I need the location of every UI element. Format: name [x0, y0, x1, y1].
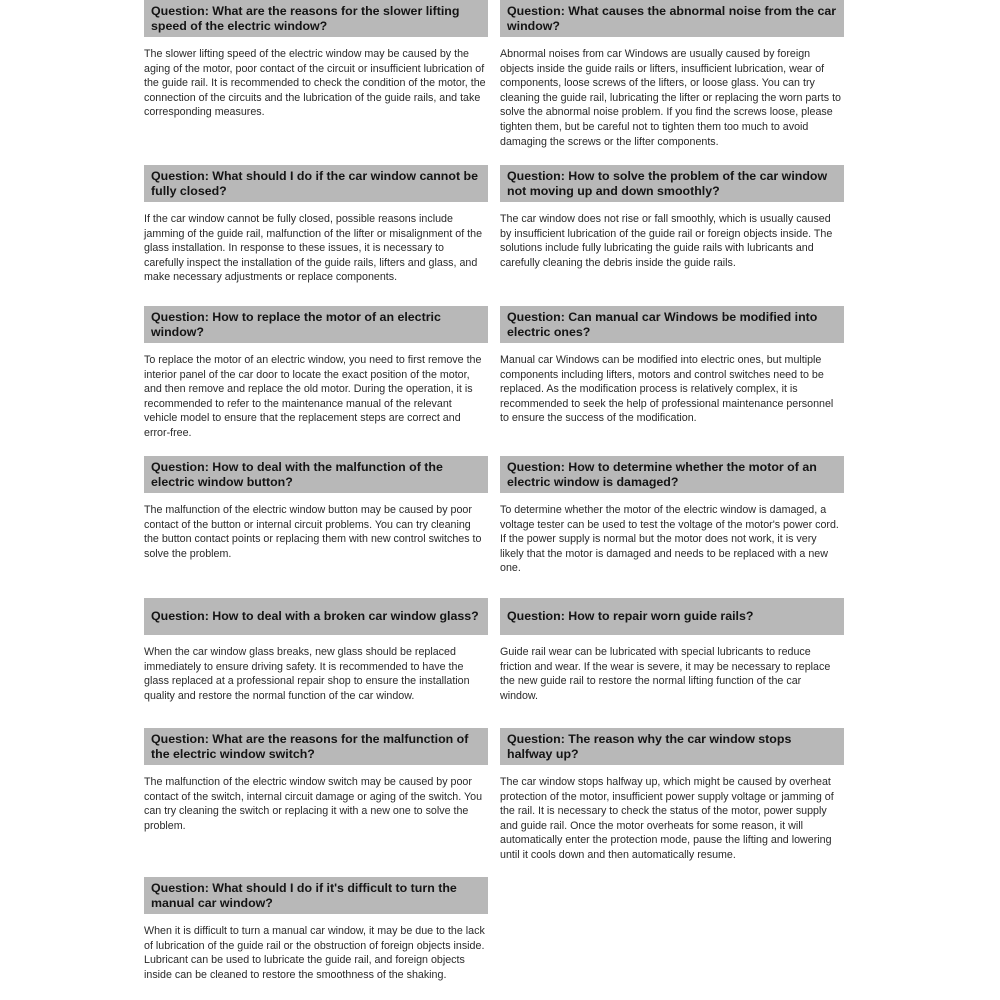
faq-answer: The malfunction of the electric window button may be caused by poor contact of the button or internal circuit problems. You can try cleaning the button contact points or replacing them with new control switches to solve the problem. [144, 504, 482, 560]
faq-item [144, 598, 488, 703]
faq-item [500, 456, 844, 576]
faq-question: Question: What causes the abnormal noise from the car window? [500, 0, 844, 37]
faq-answer: The slower lifting speed of the electric window may be caused by the aging of the motor, poor contact of the circuit or insufficient lubrication of the guide rail. It is recommended to check the condition of the motor, the connection of the circuits and the lubrication of the guide rails, and take corresponding measures. [144, 48, 486, 119]
faq-item [500, 0, 844, 149]
faq-question: Question: What are the reasons for the malfunction of the electric window switch? [144, 728, 488, 765]
faq-question: Question: What should I do if the car window cannot be fully closed? [144, 165, 488, 202]
faq-answer: The malfunction of the electric window switch may be caused by poor contact of the switch, internal circuit damage or aging of the switch. You can try cleaning the switch or replacing it with a new one to solve the problem. [144, 776, 483, 832]
faq-question: Question: How to solve the problem of the car window not moving up and down smoothly? [500, 165, 844, 202]
faq-answer: When the car window glass breaks, new glass should be replaced immediately to ensure driving safety. It is recommended to have the glass replaced at a professional repair shop to ensure the installation quality and restore the normal function of the car window. [144, 646, 470, 702]
faq-question: Question: How to deal with the malfunction of the electric window button? [144, 456, 488, 493]
faq-item [144, 456, 488, 561]
faq-item [500, 728, 844, 863]
faq-question: Question: How to deal with a broken car window glass? [144, 598, 488, 635]
faq-item [144, 877, 488, 982]
faq-item [144, 165, 488, 285]
faq-question: Question: How to replace the motor of an electric window? [144, 306, 488, 343]
faq-item [144, 728, 488, 833]
faq-answer: When it is difficult to turn a manual car window, it may be due to the lack of lubrication of the guide rail or the obstruction of foreign objects inside. Lubricant can be used to lubricate the guide rail, and foreign objects inside can be cleaned to restore the smoothness of the shaking. [144, 925, 485, 981]
faq-answer: Guide rail wear can be lubricated with special lubricants to reduce friction and wear. If the wear is severe, it may be necessary to replace the new guide rail to restore the normal lifting function of the car window. [500, 646, 831, 702]
faq-question: Question: How to determine whether the motor of an electric window is damaged? [500, 456, 844, 493]
faq-item [500, 598, 844, 703]
faq-item [500, 306, 844, 426]
faq-answer: If the car window cannot be fully closed, possible reasons include jamming of the guide rail, malfunction of the lifter or misalignment of the glass installation. In response to these issues, it is necessary to carefully inspect the installation of the guide rails, lifters and glass, and make necessary adjustments or replace components. [144, 213, 483, 284]
faq-question: Question: Can manual car Windows be modified into electric ones? [500, 306, 844, 343]
faq-item [500, 165, 844, 270]
faq-question: Question: What are the reasons for the slower lifting speed of the electric window? [144, 0, 488, 37]
faq-answer: The car window does not rise or fall smoothly, which is usually caused by insufficient lubrication of the guide rail or foreign objects inside. The solutions include fully lubricating the guide rails with lubricants and carefully cleaning the debris inside the guide rails. [500, 213, 833, 269]
faq-question: Question: What should I do if it's difficult to turn the manual car window? [144, 877, 488, 914]
faq-answer: The car window stops halfway up, which might be caused by overheat protection of the motor, insufficient power supply voltage or jamming of the rail. It is necessary to check the status of the motor, power supply and guide rail. Once the motor overheats for some reason, it will automatically enter the protection mode, pause the lifting and lowering until it cools down and then automatically resume. [500, 776, 834, 861]
faq-answer: Manual car Windows can be modified into electric ones, but multiple components including lifters, motors and control switches need to be replaced. As the modification process is relatively complex, it is recommended to seek the help of professional maintenance personnel to ensure the success of the modification. [500, 354, 834, 425]
faq-answer: To replace the motor of an electric window, you need to first remove the interior panel of the car door to locate the exact position of the motor, and then remove and replace the old motor. During the operation, it is recommended to refer to the maintenance manual of the relevant vehicle model to ensure that the replacement steps are correct and error-free. [144, 354, 482, 439]
faq-item [144, 0, 488, 120]
faq-item [144, 306, 488, 441]
faq-question: Question: The reason why the car window stops halfway up? [500, 728, 844, 765]
faq-question: Question: How to repair worn guide rails? [500, 598, 844, 635]
faq-answer: To determine whether the motor of the electric window is damaged, a voltage tester can be used to test the voltage of the motor's power cord. If the power supply is normal but the motor does not work, it is very likely that the motor is damaged and needs to be replaced with a new one. [500, 504, 839, 575]
faq-answer: Abnormal noises from car Windows are usually caused by foreign objects inside the guide rails or lifters, insufficient lubrication, wear of components, loose screws of the lifters, or loose glass. You can try cleaning the guide rail, lubricating the lifter or replacing the worn parts to solve the abnormal noise problem. If you find the screws loose, please tighten them, but be careful not to tighten them too much to avoid damaging the screws or the lifter components. [500, 48, 842, 148]
